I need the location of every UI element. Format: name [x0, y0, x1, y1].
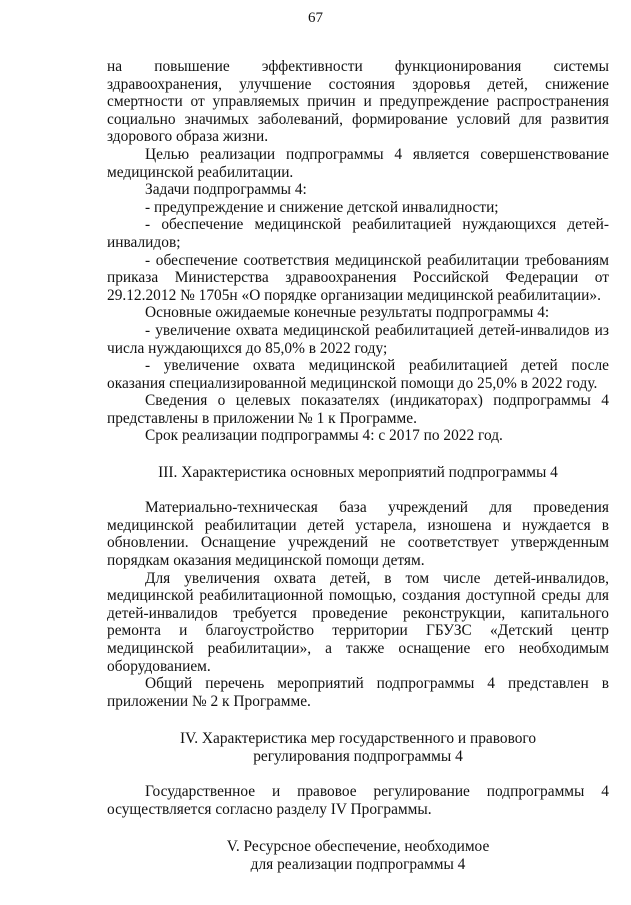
paragraph-results-title: Основные ожидаемые конечные результаты подпрограммы 4:: [145, 304, 550, 322]
section-3-paragraph-2: Для увеличения охвата детей, в том числе детей-инвалидов, медицинской реабилитационной помощью, создания доступной среды для детей-инвалидов требуется проведение реконструкции, капитального ремонта и благоустройство территории ГБУЗС «Детский центр медицинской реабилитации», а также оснащение его необходимым оборудованием.: [107, 569, 609, 675]
paragraph-indicators: Сведения о целевых показателях (индикаторах) подпрограммы 4 представлены в приложении № 1 к Программе.: [107, 392, 609, 427]
section-3-heading: III. Характеристика основных мероприятий подпрограммы 4: [158, 464, 558, 482]
section-4-heading-line-2: регулирования подпрограммы 4: [253, 747, 463, 765]
list-item-result-2: - увеличение охвата медицинской реабилитацией детей после оказания специализированной медицинской помощи до 25,0% в 2022 году.: [107, 357, 609, 392]
section-5-heading-line-2: для реализации подпрограммы 4: [250, 855, 466, 873]
list-item-result-1: - увеличение охвата медицинской реабилитацией детей-инвалидов из числа нуждающихся до 85,0% в 2022 году;: [107, 321, 609, 357]
paragraph-intro: на повышение эффективности функционирования системы здравоохранения, улучшение состояния здоровья детей, снижение смертности от управляемых причин и предупреждение распространения социально значимых заболеваний, формирование условий для развития здорового образа жизни.: [107, 58, 609, 146]
paragraph-term: Срок реализации подпрограммы 4: с 2017 по 2022 год.: [145, 427, 503, 445]
section-4-paragraph: Государственное и правовое регулирование подпрограммы 4 осуществляется согласно разделу IV Программы.: [107, 783, 609, 818]
list-item-task-1: - предупреждение и снижение детской инвалидности;: [145, 198, 499, 216]
page-number: 67: [308, 10, 323, 26]
paragraph-goal: Целью реализации подпрограммы 4 является совершенствование медицинской реабилитации.: [107, 145, 609, 181]
section-5-heading-line-1: V. Ресурсное обеспечение, необходимое: [226, 838, 490, 856]
paragraph-tasks-title: Задачи подпрограммы 4:: [145, 181, 307, 199]
list-item-task-3: - обеспечение соответствия медицинской реабилитации требованиям приказа Министерства здравоохранения Российской Федерации от 29.12.2012 № 1705н «О порядке организации медицинской реабилитации».: [107, 251, 609, 304]
list-item-task-2: - обеспечение медицинской реабилитацией нуждающихся детей-инвалидов;: [107, 216, 609, 251]
section-3-paragraph-1: Материально-техническая база учреждений для проведения медицинской реабилитации детей устарела, изношена и нуждается в обновлении. Оснащение учреждений не соответствует утвержденным порядкам оказания медицинской помощи детям.: [107, 499, 609, 570]
section-3-paragraph-3: Общий перечень мероприятий подпрограммы 4 представлен в приложении № 2 к Программе.: [107, 675, 609, 710]
section-4-heading-line-1: IV. Характеристика мер государственного и правового: [179, 730, 537, 748]
document-body: [107, 58, 609, 874]
